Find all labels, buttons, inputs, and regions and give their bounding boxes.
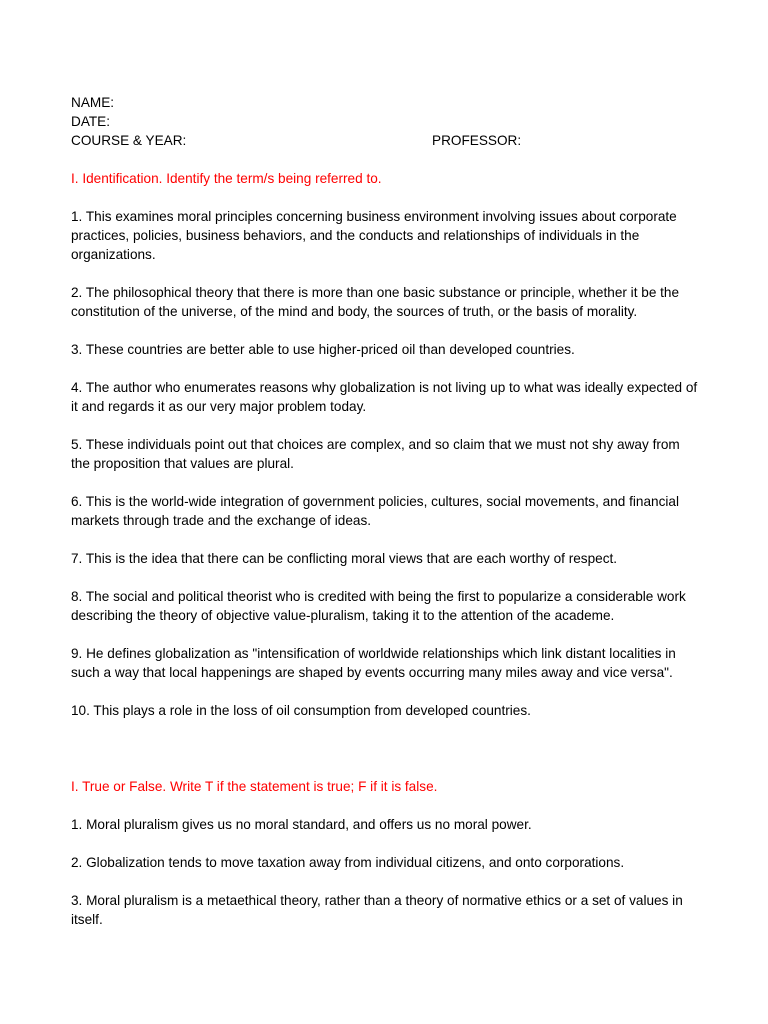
- true-false-item-3: 3. Moral pluralism is a metaethical theory, rather than a theory of normative ethics or a set of values in itself.: [71, 893, 683, 927]
- identification-item-5: 5. These individuals point out that choices are complex, and so claim that we must not shy away from the proposition that values are plural.: [71, 437, 680, 471]
- identification-item-8: 8. The social and political theorist who is credited with being the first to popularize a considerable work describing the theory of objective value-pluralism, taking it to the attention of the academe.: [71, 589, 686, 623]
- identification-item-2: 2. The philosophical theory that there is more than one basic substance or principle, whether it be the constitution of the universe, of the mind and body, the sources of truth, or the basis of morality.: [71, 285, 680, 319]
- true-false-section-title: I. True or False. Write T if the statement is true; F if it is false.: [71, 779, 438, 794]
- identification-item-10: 10. This plays a role in the loss of oil consumption from developed countries.: [71, 703, 531, 718]
- name-label: NAME:: [71, 95, 115, 110]
- name-line: [71, 93, 701, 112]
- date-line: [71, 112, 701, 131]
- identification-item-4: 4. The author who enumerates reasons why globalization is not living up to what was ideally expected of it and regards it as our very major problem today.: [71, 380, 698, 414]
- true-false-item-2: 2. Globalization tends to move taxation away from individual citizens, and onto corporations.: [71, 855, 625, 870]
- document-page: [71, 93, 701, 929]
- identification-item-9: 9. He defines globalization as "intensification of worldwide relationships which link distant localities in such a way that local happenings are shaped by events occurring many miles away and vice versa".: [71, 646, 676, 680]
- course-year-label: COURSE & YEAR:: [71, 133, 187, 148]
- true-false-item-1: 1. Moral pluralism gives us no moral standard, and offers us no moral power.: [71, 817, 532, 832]
- identification-item-6: 6. This is the world-wide integration of government policies, cultures, social movements, and financial markets through trade and the exchange of ideas.: [71, 494, 679, 528]
- identification-item-1: 1. This examines moral principles concerning business environment involving issues about corporate practices, policies, business behaviors, and the conducts and relationships of individuals in the organizations.: [71, 209, 677, 262]
- professor-label: PROFESSOR:: [432, 133, 522, 148]
- course-professor-line: [71, 131, 701, 150]
- date-label: DATE:: [71, 114, 111, 129]
- identification-section-title: I. Identification. Identify the term/s being referred to.: [71, 171, 382, 186]
- identification-item-7: 7. This is the idea that there can be conflicting moral views that are each worthy of respect.: [71, 551, 618, 566]
- identification-item-3: 3. These countries are better able to use higher-priced oil than developed countries.: [71, 342, 575, 357]
